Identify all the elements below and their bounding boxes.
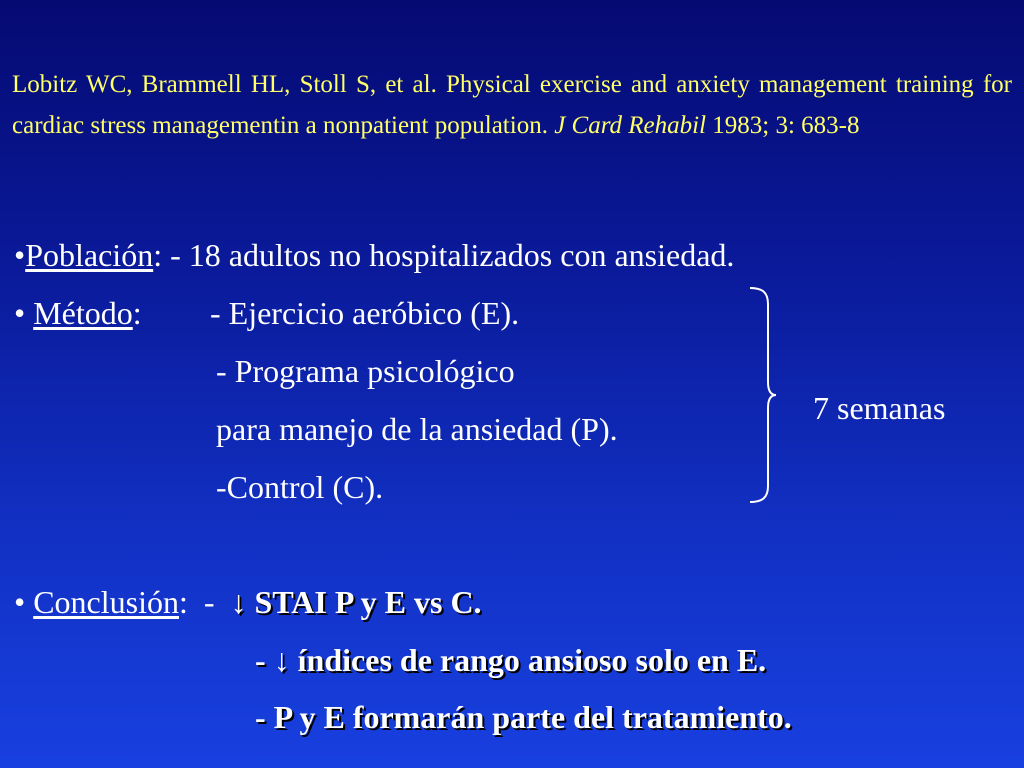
conclusion-prefix: : -: [178, 584, 231, 620]
metodo-line: [14, 293, 142, 333]
reference-journal: J Card Rehabil: [554, 112, 707, 139]
metodo-item-4: -Control (C).: [216, 469, 384, 505]
right-brace: [748, 286, 778, 504]
poblacion-bullet: •: [14, 237, 26, 273]
conclusion-item-3: - P y E formarán parte del tratamiento.: [255, 699, 792, 735]
metodo-bullet: •: [14, 295, 34, 331]
metodo-item-3: para manejo de la ansiedad (P).: [216, 411, 618, 447]
conclusion-item-2: - ↓ índices de rango ansioso solo en E.: [255, 642, 767, 678]
metodo-colon: :: [132, 295, 142, 331]
poblacion-text: : - 18 adultos no hospitalizados con ansiedad.: [153, 237, 735, 273]
conclusion-label: Conclusión: [33, 584, 179, 620]
poblacion-line: [14, 235, 734, 275]
reference-authors-title: Lobitz WC, Brammell HL, Stoll S, et al. Physical exercise and anxiety management training for cardiac stress managementin a nonpatient population.: [12, 71, 1012, 139]
conclusion-bullet: •: [14, 584, 34, 620]
poblacion-label: Población: [25, 237, 154, 273]
metodo-item-1: - Ejercicio aeróbico (E).: [210, 295, 520, 331]
metodo-label: Método: [33, 295, 133, 331]
duration-label: 7 semanas: [813, 390, 946, 426]
reference-citation: [12, 64, 1012, 146]
conclusion-line: [14, 582, 482, 622]
conclusion-item-1: ↓ STAI P y E vs C.: [230, 584, 482, 620]
reference-details: 1983; 3: 683-8: [706, 112, 860, 139]
metodo-item-2: - Programa psicológico: [216, 353, 515, 389]
